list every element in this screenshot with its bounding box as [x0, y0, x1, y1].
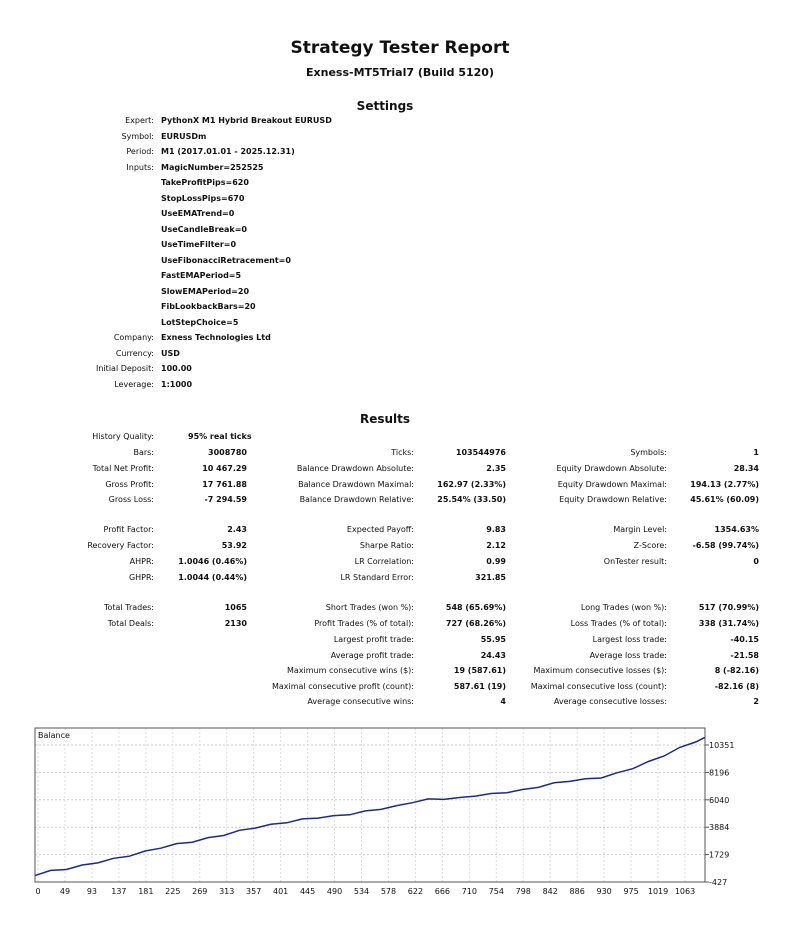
result-label: Bars:: [133, 448, 154, 457]
y-tick-label: 10351: [709, 741, 735, 750]
result-value: 194.13 (2.77%): [690, 480, 759, 489]
x-tick-label: 886: [569, 887, 585, 896]
result-label: Total Net Profit:: [92, 464, 154, 473]
result-value: 103544976: [455, 448, 506, 457]
x-tick-label: 930: [596, 887, 612, 896]
result-value: -40.15: [730, 635, 759, 644]
settings-value: EURUSDm: [161, 131, 207, 141]
settings-value: UseFibonacciRetracement=0: [161, 255, 291, 265]
result-label: Largest loss trade:: [592, 635, 667, 644]
x-tick-label: 313: [219, 887, 235, 896]
history-quality-label: History Quality:: [92, 432, 154, 441]
settings-value: 100.00: [161, 364, 192, 373]
x-tick-label: 534: [353, 887, 370, 896]
result-value: -82.16 (8): [714, 682, 759, 691]
result-value: 2.35: [486, 464, 506, 473]
x-tick-label: 1063: [674, 887, 696, 896]
report-title: Strategy Tester Report: [290, 38, 510, 58]
chart-title: Balance: [38, 731, 70, 740]
result-value: 17 761.88: [202, 480, 247, 489]
result-value: 517 (70.99%): [698, 603, 759, 612]
result-label: Balance Drawdown Maximal:: [298, 480, 414, 489]
result-value: 25.54% (33.50): [437, 495, 506, 504]
result-label: Ticks:: [391, 448, 414, 457]
result-value: 0: [753, 557, 759, 566]
y-tick-label: 3884: [709, 823, 730, 833]
settings-value: TakeProfitPips=620: [161, 178, 249, 187]
settings-label: Leverage:: [114, 379, 154, 389]
settings-value: PythonX M1 Hybrid Breakout EURUSD: [161, 116, 332, 125]
result-label: Maximum consecutive losses ($):: [533, 666, 667, 675]
result-label: AHPR:: [129, 557, 154, 566]
result-label: Equity Drawdown Absolute:: [556, 464, 667, 473]
chart-grid: [35, 728, 705, 882]
settings-value: 1:1000: [161, 379, 193, 389]
settings-value: MagicNumber=252525: [161, 162, 264, 172]
result-label: LR Correlation:: [354, 557, 414, 566]
result-value: 321.85: [475, 573, 506, 582]
result-label: Expected Payoff:: [346, 525, 414, 534]
x-tick-label: 754: [488, 887, 504, 896]
x-tick-label: 798: [515, 887, 531, 896]
x-tick-label: 975: [623, 887, 639, 896]
result-value: 28.34: [733, 464, 759, 473]
result-label: Z-Score:: [633, 541, 667, 550]
settings-label: Period:: [126, 147, 154, 156]
x-tick-label: 225: [165, 887, 181, 896]
result-label: Average loss trade:: [589, 651, 667, 660]
result-label: Loss Trades (% of total):: [570, 619, 667, 628]
result-value: 727 (68.26%): [445, 619, 506, 628]
result-value: 1.0046 (0.46%): [178, 557, 247, 566]
result-value: 0.99: [486, 557, 506, 566]
result-value: 1354.63%: [714, 525, 759, 534]
x-tick-label: 445: [299, 887, 316, 896]
result-value: 24.43: [480, 651, 506, 660]
result-value: 55.95: [480, 635, 506, 644]
x-tick-label: 357: [246, 887, 262, 896]
settings-label: Currency:: [115, 348, 154, 358]
result-value: 2.43: [227, 525, 247, 534]
result-value: 9.83: [486, 525, 506, 534]
result-value: 2130: [224, 619, 247, 628]
result-label: Margin Level:: [613, 525, 667, 534]
settings-heading: Settings: [356, 99, 414, 113]
result-label: Profit Factor:: [103, 525, 154, 534]
result-value: 45.61% (60.09): [690, 495, 759, 504]
result-value: 3008780: [208, 448, 247, 457]
settings-value: UseEMATrend=0: [161, 209, 235, 218]
chart-x-axis: [35, 887, 695, 896]
result-label: Maximal consecutive loss (count):: [530, 682, 667, 691]
result-label: Total Trades:: [104, 603, 154, 612]
result-label: Profit Trades (% of total):: [314, 619, 414, 628]
settings-value: LotStepChoice=5: [161, 317, 239, 327]
y-tick-label: -427: [709, 878, 728, 887]
result-value: 1.0044 (0.44%): [178, 573, 247, 582]
x-tick-label: 181: [138, 887, 154, 896]
result-value: 8 (-82.16): [714, 666, 759, 675]
result-label: Maximal consecutive profit (count):: [271, 682, 414, 691]
history-quality-value: 95% real ticks: [188, 432, 252, 441]
result-label: LR Standard Error:: [340, 573, 414, 582]
settings-value: M1 (2017.01.01 - 2025.12.31): [161, 147, 295, 156]
settings-value: StopLossPips=670: [161, 193, 245, 203]
settings-value: UseTimeFilter=0: [161, 240, 237, 249]
result-label: Sharpe Ratio:: [359, 541, 414, 550]
result-value: -6.58 (99.74%): [692, 541, 759, 550]
result-value: 338 (31.74%): [698, 619, 759, 628]
result-label: Recovery Factor:: [87, 541, 154, 550]
result-value: 2: [753, 697, 759, 706]
result-label: Equity Drawdown Maximal:: [557, 480, 667, 489]
result-label: Average profit trade:: [330, 651, 414, 660]
result-label: Average consecutive losses:: [553, 697, 667, 706]
x-tick-label: 578: [380, 887, 397, 896]
result-value: 2.12: [486, 541, 506, 550]
result-value: 19 (587.61): [453, 666, 506, 675]
result-label: Gross Profit:: [105, 480, 154, 489]
result-label: Total Deals:: [107, 619, 154, 628]
result-value: -7 294.59: [204, 495, 247, 504]
settings-label: Inputs:: [126, 162, 154, 172]
settings-value: UseCandleBreak=0: [161, 224, 247, 234]
x-tick-label: 490: [326, 887, 343, 896]
result-label: Symbols:: [630, 448, 667, 457]
settings-value: SlowEMAPeriod=20: [161, 286, 250, 296]
result-label: Long Trades (won %):: [580, 603, 667, 612]
result-value: 53.92: [221, 541, 247, 550]
x-tick-label: 666: [434, 887, 451, 896]
settings-value: FibLookbackBars=20: [161, 302, 256, 311]
x-tick-label: 269: [192, 887, 208, 896]
settings-label: Company:: [113, 333, 154, 342]
result-label: Largest profit trade:: [333, 635, 414, 644]
settings-value: Exness Technologies Ltd: [161, 333, 271, 342]
result-label: Gross Loss:: [108, 495, 154, 504]
result-label: GHPR:: [128, 573, 154, 582]
result-value: 10 467.29: [202, 464, 247, 473]
results-heading: Results: [359, 412, 411, 426]
result-value: 1: [753, 448, 759, 457]
x-tick-label: 710: [461, 887, 477, 896]
result-label: Balance Drawdown Absolute:: [296, 464, 414, 473]
result-label: Maximum consecutive wins ($):: [286, 666, 414, 675]
x-tick-label: 0: [35, 887, 41, 896]
result-label: Equity Drawdown Relative:: [559, 495, 667, 504]
x-tick-label: 1019: [647, 887, 669, 896]
result-label: Short Trades (won %):: [325, 603, 414, 612]
x-tick-label: 49: [59, 887, 71, 896]
x-tick-label: 401: [272, 887, 289, 896]
result-value: -21.58: [730, 651, 759, 660]
result-value: 162.97 (2.33%): [437, 480, 506, 489]
result-label: Average consecutive wins:: [307, 697, 414, 706]
y-tick-label: 1729: [709, 850, 730, 860]
report-subtitle: Exness-MT5Trial7 (Build 5120): [306, 66, 494, 79]
settings-label: Expert:: [125, 116, 154, 125]
x-tick-label: 93: [86, 887, 98, 896]
result-value: 4: [500, 697, 506, 706]
settings-value: FastEMAPeriod=5: [161, 271, 242, 280]
settings-value: USD: [161, 348, 180, 358]
chart-y-axis: [705, 741, 734, 887]
result-label: OnTester result:: [603, 557, 667, 566]
y-tick-label: 6040: [709, 795, 730, 805]
x-tick-label: 137: [111, 887, 127, 896]
x-tick-label: 622: [407, 887, 424, 896]
settings-label: Initial Deposit:: [96, 364, 154, 373]
result-label: Balance Drawdown Relative:: [299, 495, 414, 504]
result-value: 548 (65.69%): [445, 603, 506, 612]
result-value: 587.61 (19): [453, 682, 506, 691]
x-tick-label: 842: [542, 887, 558, 896]
y-tick-label: 8196: [709, 768, 730, 778]
settings-label: Symbol:: [121, 131, 154, 141]
result-value: 1065: [224, 603, 247, 612]
